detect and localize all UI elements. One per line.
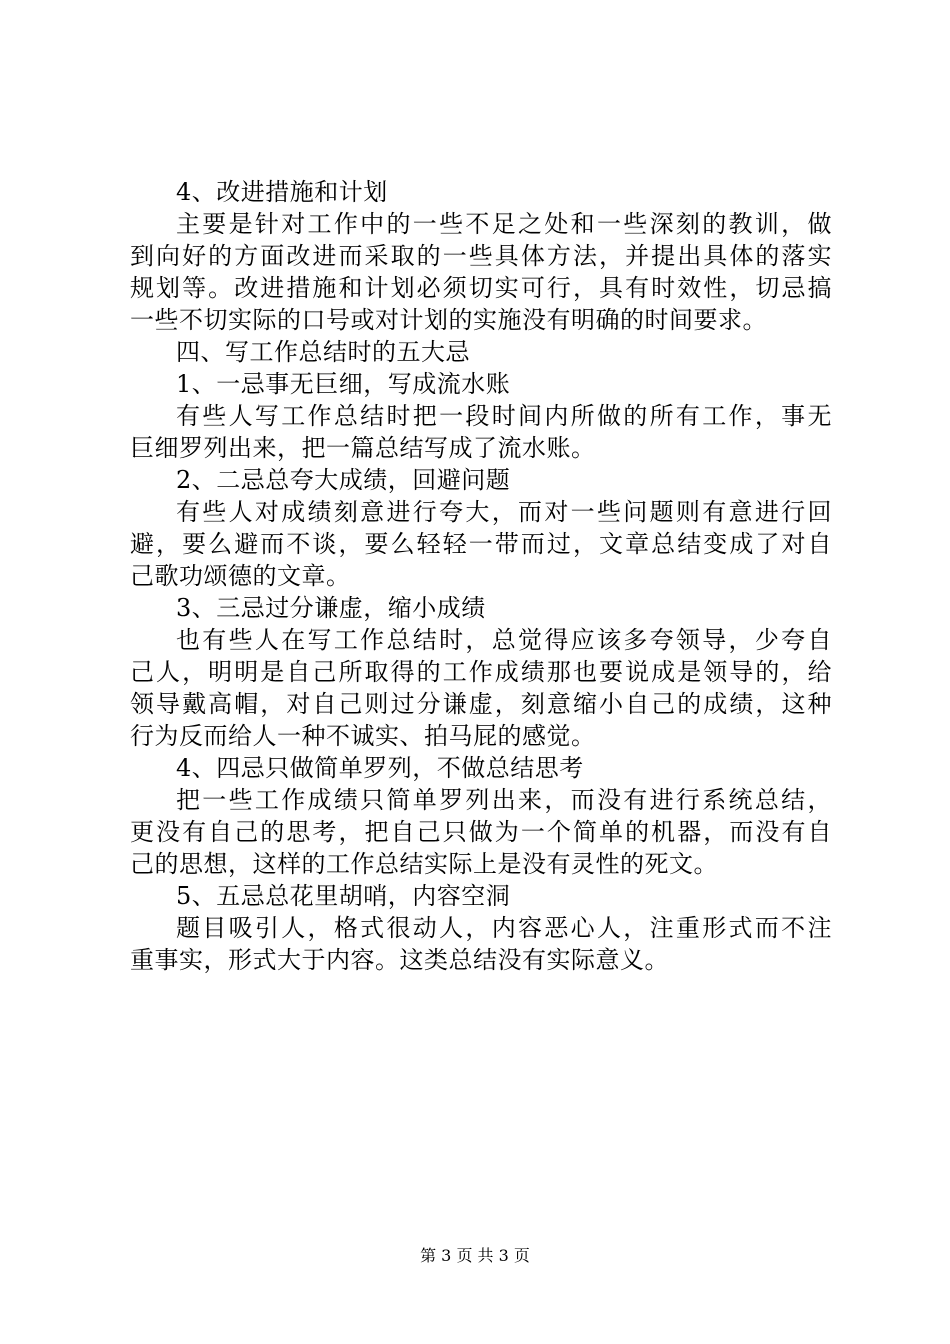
subsection-heading: 5、五忌总花里胡哨，内容空洞 [176, 882, 511, 910]
paragraph-line: 把一些工作成绩只简单罗列出来，而没有进行系统总结， [176, 786, 832, 814]
paragraph-line: 重事实，形式大于内容。这类总结没有实际意义。 [130, 946, 669, 974]
paragraph-line: 己人，明明是自己所取得的工作成绩那也要说成是领导的，给 [130, 658, 832, 686]
paragraph-line: 一些不切实际的口号或对计划的实施没有明确的时间要求。 [130, 306, 767, 334]
paragraph-line: 更没有自己的思考，把自己只做为一个简单的机器，而没有自 [130, 818, 832, 846]
section-heading: 四、写工作总结时的五大忌 [176, 338, 470, 366]
paragraph-line: 主要是针对工作中的一些不足之处和一些深刻的教训，做 [176, 210, 832, 238]
paragraph-line: 题目吸引人，格式很动人，内容恶心人，注重形式而不注 [176, 914, 832, 942]
subsection-heading: 4、四忌只做简单罗列，不做总结思考 [176, 754, 584, 782]
paragraph-line: 规划等。改进措施和计划必须切实可行，具有时效性，切忌搞 [130, 274, 832, 302]
paragraph-line: 己的思想，这样的工作总结实际上是没有灵性的死文。 [130, 850, 718, 878]
paragraph-line: 有些人写工作总结时把一段时间内所做的所有工作，事无 [176, 402, 832, 430]
paragraph-line: 领导戴高帽，对自己则过分谦虚，刻意缩小自己的成绩，这种 [130, 690, 832, 718]
paragraph-line: 避，要么避而不谈，要么轻轻一带而过，文章总结变成了对自 [130, 530, 832, 558]
subsection-heading: 1、一忌事无巨细，写成流水账 [176, 370, 511, 398]
paragraph-line: 到向好的方面改进而采取的一些具体方法，并提出具体的落实 [130, 242, 832, 270]
document-body [130, 176, 832, 976]
paragraph-line: 行为反而给人一种不诚实、拍马屁的感觉。 [130, 722, 596, 750]
page-number-footer: 第 3 页 共 3 页 [420, 1246, 530, 1265]
paragraph-line: 己歌功颂德的文章。 [130, 562, 351, 590]
paragraph-line: 也有些人在写工作总结时，总觉得应该多夸领导，少夸自 [176, 626, 832, 654]
paragraph-line: 有些人对成绩刻意进行夸大，而对一些问题则有意进行回 [176, 498, 832, 526]
subsection-heading: 2、二忌总夸大成绩，回避问题 [176, 466, 511, 494]
paragraph-line: 巨细罗列出来，把一篇总结写成了流水账。 [130, 434, 596, 462]
subsection-heading: 3、三忌过分谦虚，缩小成绩 [176, 594, 486, 622]
section-heading: 4、改进措施和计划 [176, 178, 388, 206]
